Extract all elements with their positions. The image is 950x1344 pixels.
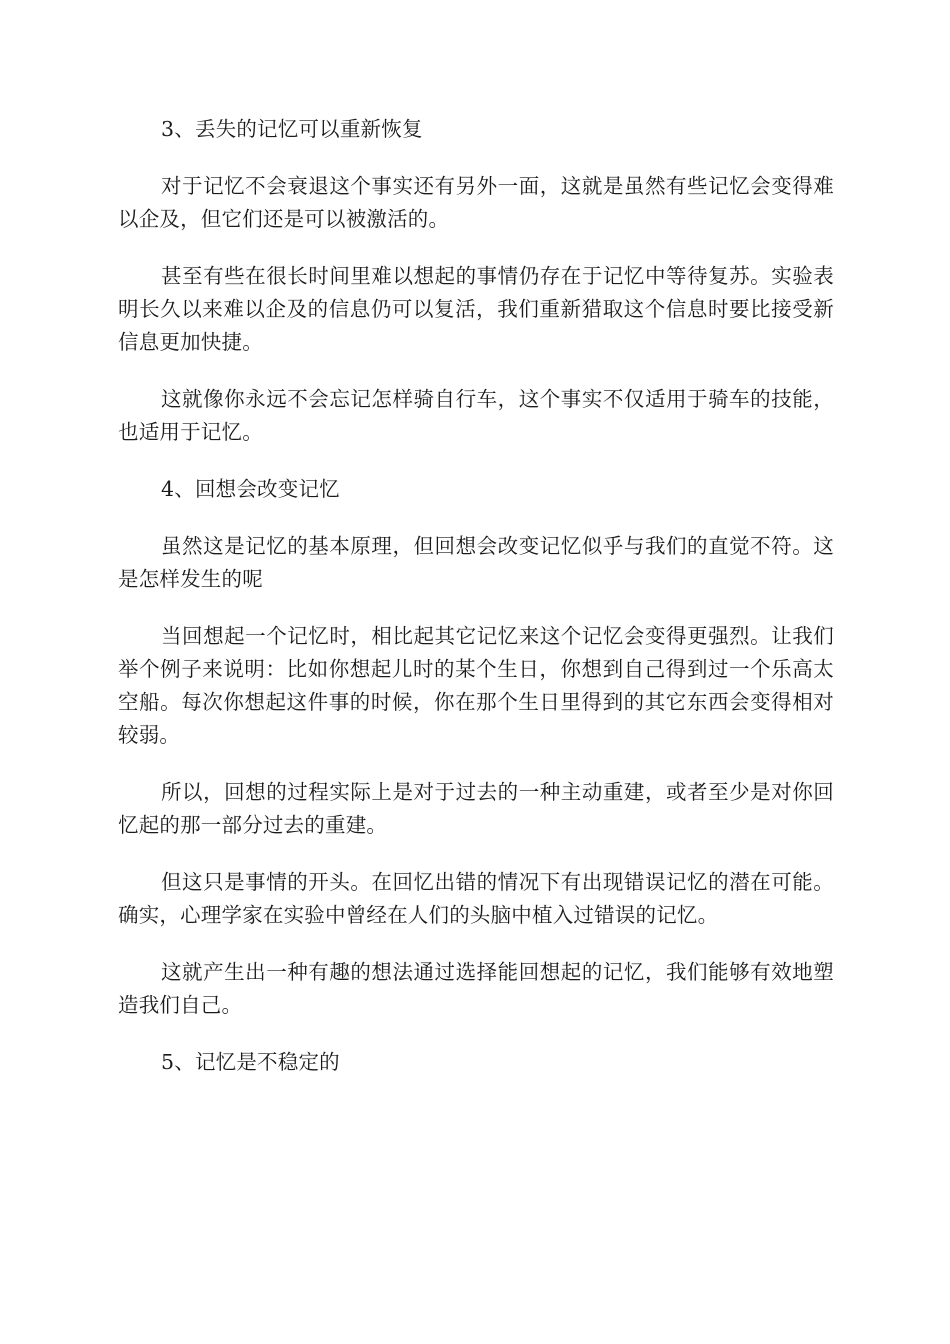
body-paragraph: 这就像你永远不会忘记怎样骑自行车，这个事实不仅适用于骑车的技能，也适用于记忆。 (118, 387, 834, 444)
section-heading: 5、记忆是不稳定的 (161, 1050, 340, 1074)
body-paragraph: 虽然这是记忆的基本原理，但回想会改变记忆似乎与我们的直觉不符。这是怎样发生的呢 (118, 534, 834, 591)
body-paragraph: 甚至有些在很长时间里难以想起的事情仍存在于记忆中等待复苏。实验表明长久以来难以企及的信息仍可以复活，我们重新猎取这个信息时要比接受新信息更加快捷。 (118, 264, 834, 354)
body-paragraph: 所以，回想的过程实际上是对于过去的一种主动重建，或者至少是对你回忆起的那一部分过去的重建。 (118, 780, 834, 837)
document-page (118, 113, 834, 1103)
body-paragraph: 当回想起一个记忆时，相比起其它记忆来这个记忆会变得更强烈。让我们举个例子来说明：比如你想起儿时的某个生日，你想到自己得到过一个乐高太空船。每次你想起这件事的时候，你在那个生日里得到的其它东西会变得相对较弱。 (118, 624, 834, 747)
body-paragraph: 但这只是事情的开头。在回忆出错的情况下有出现错误记忆的潜在可能。确实，心理学家在实验中曾经在人们的头脑中植入过错误的记忆。 (118, 870, 834, 927)
section-heading: 4、回想会改变记忆 (161, 477, 340, 501)
section-heading: 3、丢失的记忆可以重新恢复 (161, 117, 423, 141)
body-paragraph: 对于记忆不会衰退这个事实还有另外一面，这就是虽然有些记忆会变得难以企及，但它们还是可以被激活的。 (118, 174, 834, 231)
body-paragraph: 这就产生出一种有趣的想法通过选择能回想起的记忆，我们能够有效地塑造我们自己。 (118, 960, 834, 1017)
